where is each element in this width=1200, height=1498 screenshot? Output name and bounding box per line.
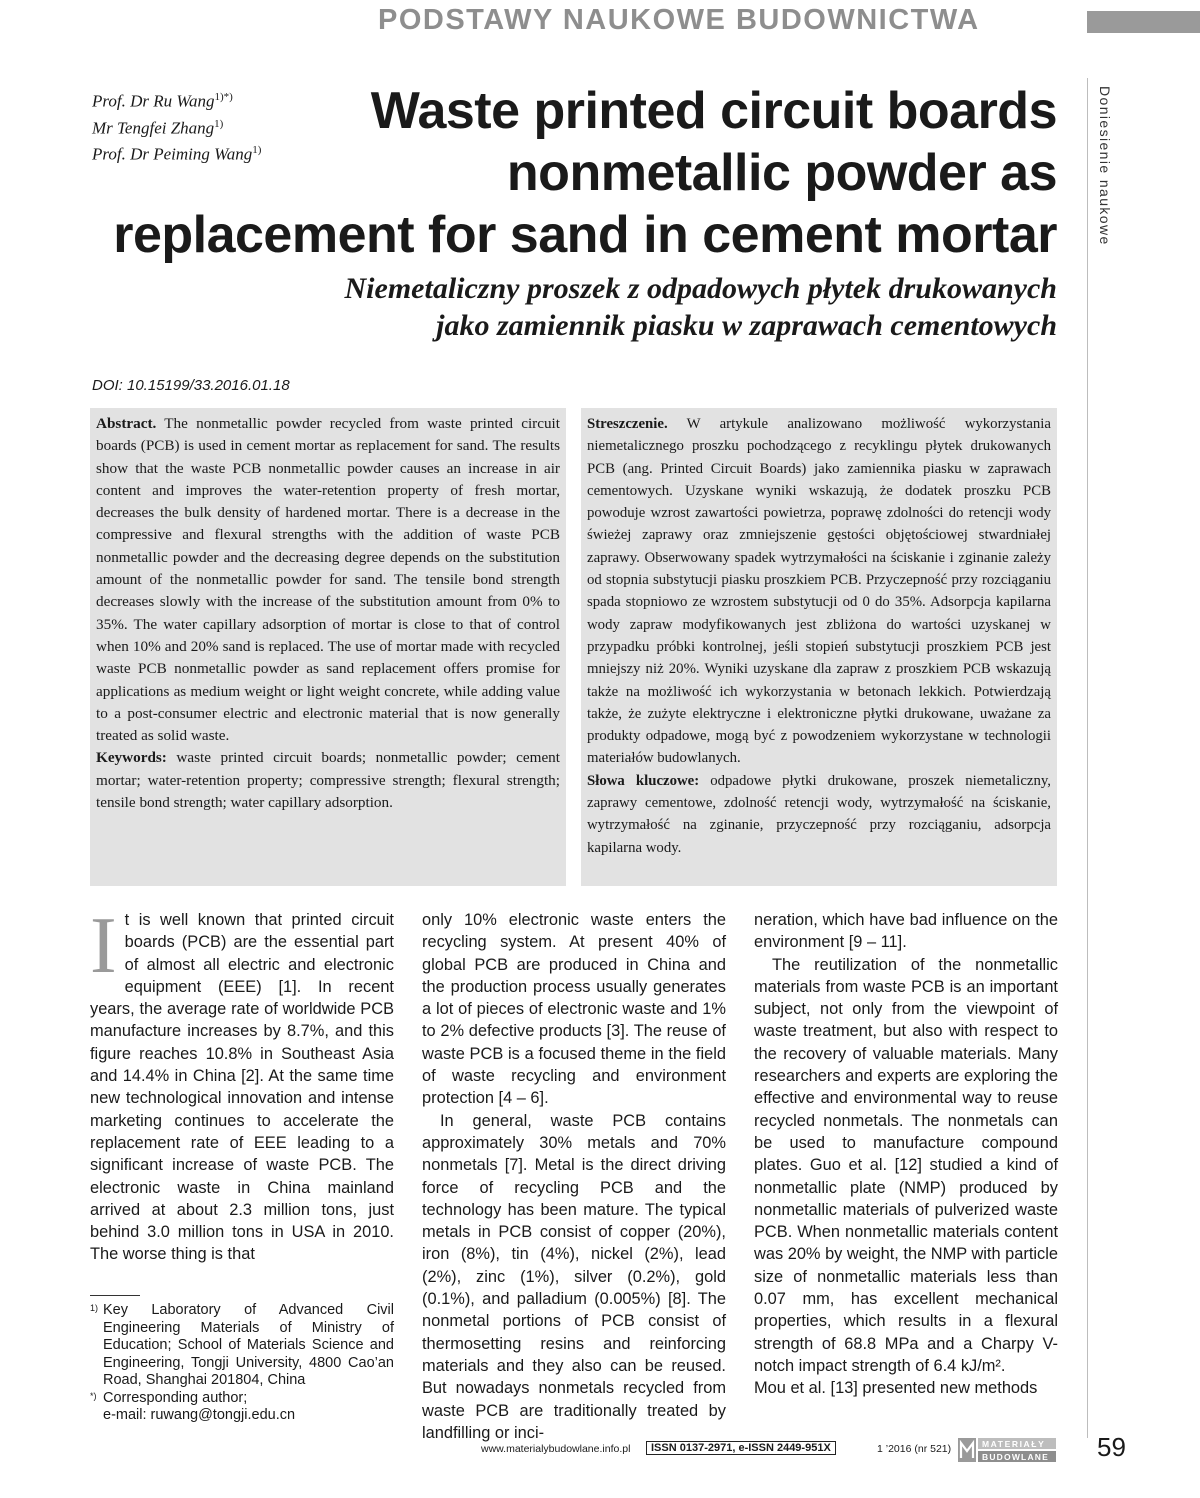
abstract-polish — [581, 408, 1057, 886]
footnote-email — [90, 1407, 394, 1425]
keywords-label: Słowa kluczowe: — [587, 772, 700, 789]
body-paragraph: In general, waste PCB contains approximately 30% metals and 70% nonmetals [7]. Metal is the direct driving force of recycling PCB and the technology has been mature. The typical metals in PCB consist of copper (20%), iron (8%), tin (4%), nickel (2%), lead (2%), zinc (1%), silver (0.2%), gold (0.1%), and palladium (0.005%) [8]. The nonmetal portions of PCB consist of thermosetting resins and reinforcing materials and they also can be reused. But nowadays nonmetals recycled from waste PCB are traditionally treated by landfilling or inci- — [422, 1111, 726, 1442]
body-paragraph: Mou et al. [13] presented new methods — [754, 1379, 1038, 1398]
author-name: Prof. Dr Ru Wang — [92, 91, 215, 111]
keywords-label: Keywords: — [96, 749, 167, 767]
author-affiliation-mark: 1) — [214, 117, 224, 130]
side-divider-line — [1087, 78, 1088, 1438]
issue-number: 1 ’2016 (nr 521) — [877, 1443, 952, 1455]
footnote-text: Key Laboratory of Advanced Civil Engineering Materials of Ministry of Education; School of Materials Science and Engineering, Tongji University, 4800 Cao’an Road, Shanghai 201804, China — [103, 1302, 394, 1388]
footnote-text: Corresponding author; — [103, 1389, 248, 1406]
body-paragraph — [90, 902, 394, 1266]
subtitle-line: jako zamiennik piasku w zaprawach cementowych — [436, 309, 1057, 342]
body-column-2 — [422, 909, 726, 1444]
title-line: Waste printed circuit boards — [370, 82, 1057, 140]
footnotes — [90, 1302, 394, 1425]
body-column-1 — [90, 902, 394, 1266]
footnote-divider — [90, 1295, 140, 1296]
author-affiliation-mark: 1) — [252, 144, 262, 157]
body-paragraph: neration, which have bad influence on the environment [9 – 11]. — [754, 911, 1058, 952]
abstract-english — [90, 408, 566, 886]
title-line: nonmetallic powder as — [506, 144, 1057, 202]
author-affiliation-mark: 1)*) — [214, 91, 233, 103]
article-title — [57, 80, 1057, 266]
footnote-mark: *) — [90, 1390, 97, 1401]
body-paragraph: only 10% electronic waste enters the recycling system. At present 40% of global PCB are produced in China and the production process usually generates a lot of pieces of electronic waste and 1% to 2% defective products [3]. The reuse of waste PCB is a focused theme in the field of waste recycling and environment protection [4 – 6]. — [422, 911, 726, 1108]
author-name: Mr Tengfei Zhang — [92, 118, 215, 138]
page-number: 59 — [1097, 1432, 1126, 1462]
page-footer — [0, 1432, 1200, 1478]
article-type-label: Doniesienie naukowe — [1097, 86, 1113, 246]
abstract-label: Streszczenie. — [587, 416, 668, 432]
abstract-text: W artykule analizowano możliwość wykorzystania niemetalicznego proszku pochodzącego z recyklingu płytek drukowanych PCB (ang. Printed Circuit Boards) jako zamiennika piasku w zaprawach cementowych. Uzyskane wyniki wskazują, że dodatek proszku PCB powoduje wzrost zawartości powietrza, poprawę zdolności do retencji wody świeżej zaprawy oraz zmniejszenie gęstości objętościowej stwardniałej zaprawy. Obserwowany spadek wytrzymałości na ściskanie i zginanie zależy od stopnia substytucji piasku proszkiem PCB. Przyczepność przy rozciąganiu spada stopniowo ze wzrostem substytucji od 0 do 35%. Adsorpcja kapilarna wody zapraw modyfikowanych jest zbliżona do wartości uzyskanej w przypadku próbki kontrolnej, jeśli stopień substytucji proszkiem PCB jest mniejszy niż 20%. Wyniki uzyskane dla zapraw z proszkiem PCB wskazują także na możliwość ich wykorzystania w betonach lekkich. Potwierdzają także, że zużyte elektryczne i elektroniczne płytki drukowane, uważane za produkty odpadowe, mogą być z powodzeniem wykorzystane w technologii materiałów budowlanych. — [587, 416, 1051, 767]
issn-box: ISSN 0137-2971, e-ISSN 2449-951X — [646, 1441, 836, 1455]
journal-section-header: PODSTAWY NAUKOWE BUDOWNICTWA — [378, 4, 980, 36]
footnote-mark: 1) — [90, 1303, 99, 1313]
subtitle-line: Niemetaliczny proszek z odpadowych płytek drukowanych — [344, 272, 1057, 305]
email-text[interactable]: e-mail: ruwang@tongji.edu.cn — [103, 1407, 296, 1423]
header-accent-bar — [1087, 11, 1200, 33]
keywords-text: waste printed circuit boards; nonmetallic powder; cement mortar; water-retention property; compressive strength; flexural strength; tensile bond strength; water capillary adsorption. — [96, 749, 560, 812]
body-paragraph: The reutilization of the nonmetallic materials from waste PCB is an important subject, not only from the viewpoint of waste treatment, but also with respect to the recovery of valuable materials. Many researchers and experts are exploring the effective and environmental way to reuse recycled nonmetals. The nonmetals can be used to manufacture compound plates. Guo et al. [12] studied a kind of nonmetallic plate (NMP) produced by nonmetallic materials of pulverized waste PCB. When nonmetallic materials content was 20% by weight, the NMP with particle size of nonmetallic materials less than 0.07 mm, has excellent mechanical properties, which results in a flexural strength of 68.8 MPa and a Charpy V-notch impact strength of 6.4 kJ/m². — [754, 955, 1058, 1375]
author-name: Prof. Dr Peiming Wang — [92, 144, 253, 164]
logo-text-top: MATERIAŁY — [982, 1439, 1046, 1449]
footnote — [90, 1302, 394, 1390]
doi[interactable]: DOI: 10.15199/33.2016.01.18 — [92, 377, 290, 394]
journal-url[interactable]: www.materialybudowlane.info.pl — [481, 1443, 631, 1455]
abstract-text: The nonmetallic powder recycled from waste printed circuit boards (PCB) is used in cement mortar as replacement for sand. The results show that the waste PCB nonmetallic powder causes an increase in air content and improves the water-retention property of fresh mortar, decreases the bulk density of hardened mortar. There is a decrease in the compressive and flexural strengths with the addition of waste PCB nonmetallic powder and the decreasing degree depends on the substitution amount of the nonmetallic powder for sand. The tensile bond strength decreases slowly with the increase of the substitution amount from 0% to 35%. The water capillary adsorption of mortar is close to that of control when 10% and 20% sand is replaced. The use of mortar made with recycled waste PCB nonmetallic powder as sand replacement offers promise for applications as medium weight or light weight concrete, while adding value to a post-consumer electric and electronic material that is now generally treated as solid waste. — [96, 415, 560, 745]
journal-logo-icon — [958, 1434, 1058, 1466]
body-column-3 — [754, 909, 1058, 1400]
footnote — [90, 1390, 394, 1408]
paragraph-text: t is well known that printed circuit boards (PCB) are the essential part of almost all electric and electronic equipment (EEE) [1]. In recent years, the average rate of worldwide PCB manufacture increases by 8.7%, and this figure reaches 10.8% in Southeast Asia and 14.4% in China [2]. At the same time new technological innovation and intense marketing continues to accelerate the replacement rate of EEE leading to a significant increase of waste PCB. The electronic waste in China mainland arrived at about 2.3 million tons, just behind 3.0 million tons in USA in 2010. The worse thing is that — [90, 911, 394, 1264]
title-line: replacement for sand in cement mortar — [113, 206, 1057, 264]
logo-text-bottom: BUDOWLANE — [982, 1452, 1049, 1462]
keywords-text: odpadowe płytki drukowane, proszek niemetaliczny, zaprawy cementowe, zdolność retencji wody, wytrzymałość na ściskanie, wytrzymałość na zginanie, przyczepność przy rozciąganiu, adsorpcja kapilarna wody. — [587, 772, 1051, 856]
article-subtitle-polish — [157, 270, 1057, 344]
abstract-label: Abstract. — [96, 415, 157, 432]
drop-cap: I — [90, 902, 117, 990]
